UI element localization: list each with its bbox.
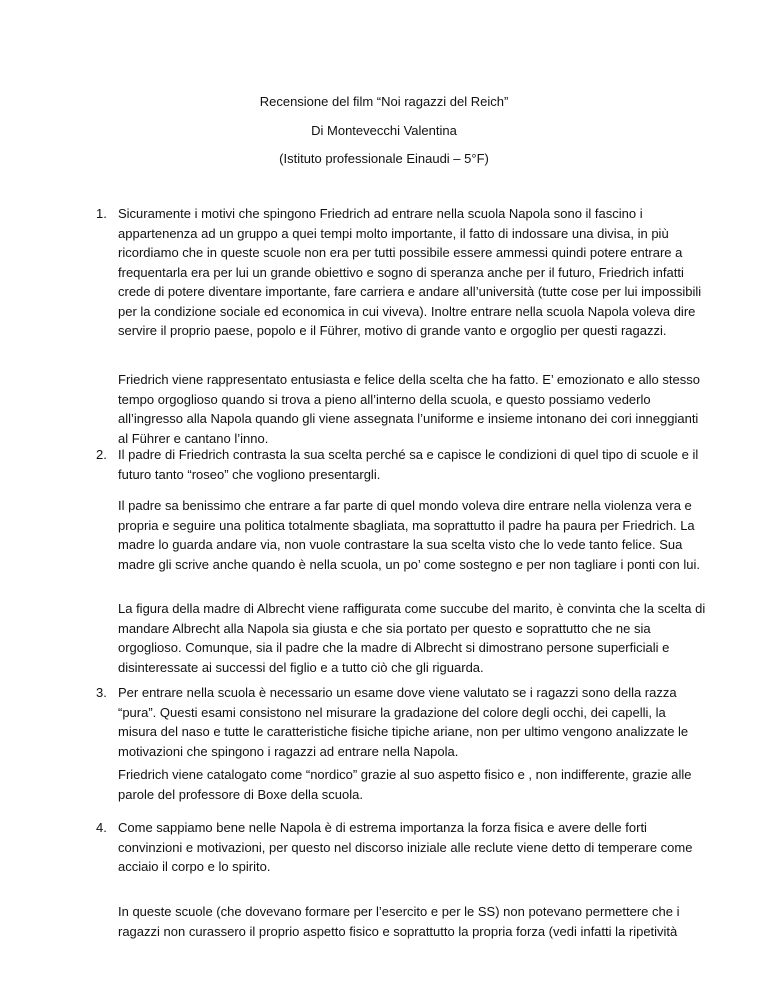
list-item-number: 3.: [96, 685, 107, 700]
list-item: [96, 445, 706, 484]
list-item-number: 1.: [96, 206, 107, 221]
list-item-number: 4.: [96, 820, 107, 835]
list-item: [96, 204, 706, 341]
paragraph: Come sappiamo bene nelle Napola è di estrema importanza la forza fisica e avere delle forti convinzioni e motivazioni, per questo nel discorso iniziale alle reclute viene detto di temperare come acciaio il corpo e lo spirito.: [118, 820, 693, 874]
list-item-number: 2.: [96, 447, 107, 462]
document-school: (Istituto professionale Einaudi – 5°F): [279, 151, 489, 166]
document-title: Recensione del film “Noi ragazzi del Reich”: [259, 94, 509, 109]
paragraph: Sicuramente i motivi che spingono Friedrich ad entrare nella scuola Napola sono il fascino i appartenenza ad un gruppo a quei tempi molto importante, il fatto di indossare una divisa, in più ricordiamo che in queste scuole non era per tutti possibile essere ammessi quindi potere entrare a frequentarla era per lui un grande obiettivo e sogno di speranza anche per il futuro, Friedrich infatti crede di potere diventare importante, fare carriera e andare all’università (tutte cose per lui impossibili per la condizione sociale ed economica in cui viveva). Inoltre entrare nella scuola Napola voleva dire servire il proprio paese, popolo e il Führer, motivo di grande vanto e orgoglio per questi ragazzi.: [118, 206, 702, 338]
paragraph: La figura della madre di Albrecht viene raffigurata come succube del marito, è convinta che la scelta di mandare Albrecht alla Napola sia giusta e che sia portato per questo e soprattutto che ne sia orgoglioso. Comunque, sia il padre che la madre di Albrecht si dimostrano persone superficiali e disinteressate ai successi del figlio e a tutto ciò che gli riguarda.: [118, 601, 706, 675]
list-item: [96, 683, 706, 761]
paragraph: Il padre sa benissimo che entrare a far parte di quel mondo voleva dire entrare nella violenza vera e propria e seguire una politica totalmente sbagliata, ma soprattutto il padre ha paura per Friedrich. La madre lo guarda andare via, non vuole contrastare la sua scelta visto che lo vede tanto felice. Sua madre gli scrive anche quando è nella scuola, un po’ come sostegno e per non tagliare i ponti con lui.: [118, 498, 700, 572]
paragraph: In queste scuole (che dovevano formare per l’esercito e per le SS) non potevano permettere che i ragazzi non curassero il proprio aspetto fisico e soprattutto la propria forza (vedi infatti la ripetività: [118, 904, 680, 939]
list-item: [96, 818, 706, 877]
paragraph: Friedrich viene catalogato come “nordico” grazie al suo aspetto fisico e , non indifferente, grazie alle parole del professore di Boxe della scuola.: [118, 767, 692, 802]
document-author: Di Montevecchi Valentina: [311, 123, 457, 138]
paragraph: Per entrare nella scuola è necessario un esame dove viene valutato se i ragazzi sono della razza “pura”. Questi esami consistono nel misurare la gradazione del colore degli occhi, dei capelli, la misura del naso e tutte le caratteristiche fisiche tipiche ariane, non per ultimo vengono analizzate le motivazioni che spingono i ragazzi ad entrare nella Napola.: [118, 685, 689, 759]
paragraph: Friedrich viene rappresentato entusiasta e felice della scelta che ha fatto. E’ emozionato e allo stesso tempo orgoglioso quando si trova a pieno all’interno della scuola, e questo possiamo vederlo all’ingresso alla Napola quando gli viene assegnata l’uniforme e insieme intonano dei cori inneggianti al Führer e cantano l’inno.: [118, 372, 700, 446]
paragraph: Il padre di Friedrich contrasta la sua scelta perché sa e capisce le condizioni di quel tipo di scuole e il futuro tanto “roseo” che vogliono presentargli.: [118, 447, 699, 482]
